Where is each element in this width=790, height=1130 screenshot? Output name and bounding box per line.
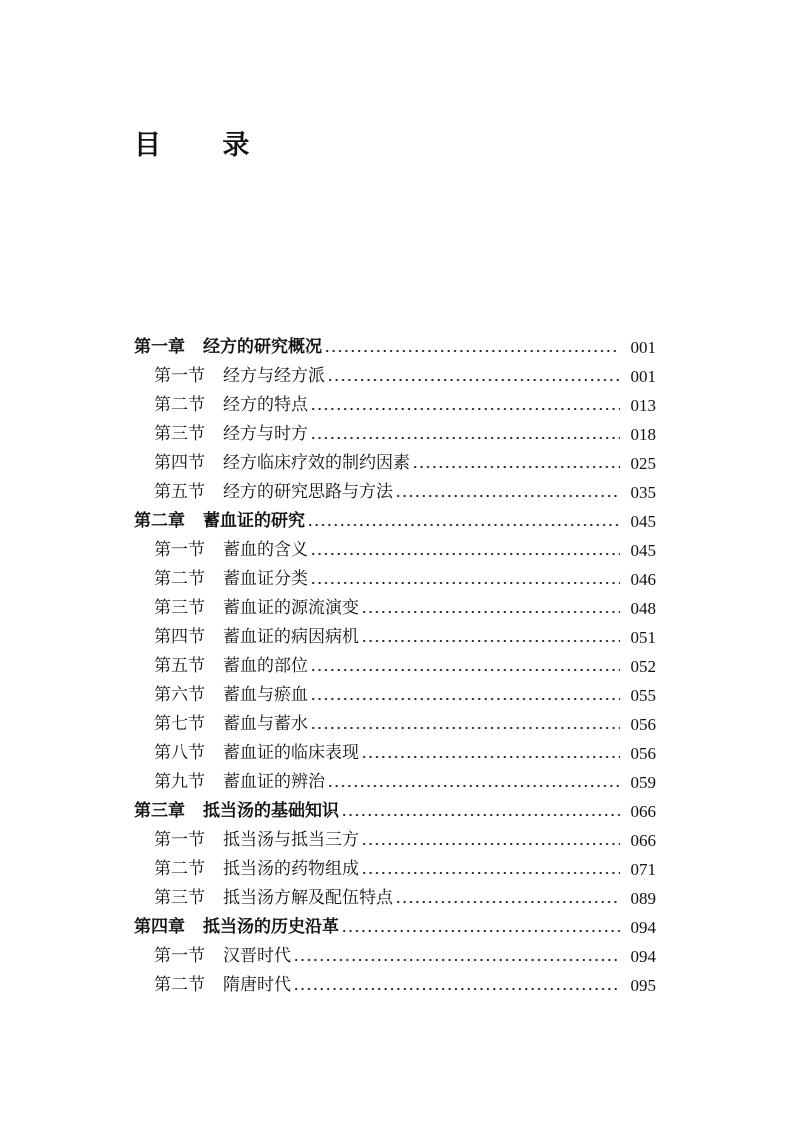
dot-leader [361, 826, 620, 855]
page-number: 025 [630, 454, 656, 473]
page-number: 035 [630, 483, 656, 502]
section-title: 经方的研究思路与方法 [223, 482, 393, 502]
chapter-title: 抵当汤的历史沿革 [203, 917, 339, 937]
toc-section-entry[interactable] [134, 565, 656, 594]
section-number: 第二节 [154, 395, 205, 415]
page-number: 094 [630, 918, 656, 937]
section-number: 第四节 [154, 453, 205, 473]
page-number: 066 [630, 831, 656, 850]
dot-leader [293, 942, 620, 971]
section-title: 蓄血与瘀血 [223, 685, 308, 705]
section-number: 第三节 [154, 424, 205, 444]
section-number: 第一节 [154, 946, 205, 966]
section-number: 第六节 [154, 685, 205, 705]
dot-leader [310, 565, 620, 594]
chapter-number: 第三章 [134, 801, 185, 821]
toc-section-entry[interactable] [134, 971, 656, 1000]
toc-section-entry[interactable] [134, 739, 656, 768]
section-title: 经方的特点 [223, 395, 308, 415]
section-title: 蓄血证分类 [223, 569, 308, 589]
page-number: 045 [630, 512, 656, 531]
toc-chapter-entry[interactable] [134, 913, 656, 942]
section-title: 蓄血证的临床表现 [223, 743, 359, 763]
section-title: 蓄血证的源流演变 [223, 598, 359, 618]
toc-section-entry[interactable] [134, 710, 656, 739]
page-number: 056 [630, 715, 656, 734]
section-title: 蓄血与蓄水 [223, 714, 308, 734]
section-number: 第五节 [154, 482, 205, 502]
chapter-title: 经方的研究概况 [203, 337, 322, 357]
toc-section-entry[interactable] [134, 391, 656, 420]
page-number: 089 [630, 889, 656, 908]
table-of-contents [134, 333, 656, 1000]
toc-section-entry[interactable] [134, 362, 656, 391]
dot-leader [293, 971, 620, 1000]
page-number: 059 [630, 773, 656, 792]
dot-leader [310, 536, 620, 565]
page-number: 046 [630, 570, 656, 589]
dot-leader [341, 913, 620, 942]
section-number: 第二节 [154, 569, 205, 589]
toc-section-entry[interactable] [134, 681, 656, 710]
toc-section-entry[interactable] [134, 826, 656, 855]
section-title: 抵当汤方解及配伍特点 [223, 888, 393, 908]
toc-section-entry[interactable] [134, 942, 656, 971]
section-title: 经方临床疗效的制约因素 [223, 453, 410, 473]
toc-section-entry[interactable] [134, 855, 656, 884]
section-number: 第一节 [154, 830, 205, 850]
page-number: 013 [630, 396, 656, 415]
page-number: 095 [630, 976, 656, 995]
section-number: 第二节 [154, 859, 205, 879]
dot-leader [310, 681, 620, 710]
section-number: 第二节 [154, 975, 205, 995]
dot-leader [361, 594, 620, 623]
toc-chapter-entry[interactable] [134, 507, 656, 536]
chapter-number: 第一章 [134, 337, 185, 357]
dot-leader [307, 507, 620, 536]
section-number: 第四节 [154, 627, 205, 647]
toc-chapter-entry[interactable] [134, 333, 656, 362]
page-number: 056 [630, 744, 656, 763]
section-number: 第三节 [154, 888, 205, 908]
page-number: 071 [630, 860, 656, 879]
page-number: 045 [630, 541, 656, 560]
dot-leader [327, 362, 620, 391]
section-title: 蓄血证的病因病机 [223, 627, 359, 647]
dot-leader [310, 652, 620, 681]
section-title: 抵当汤的药物组成 [223, 859, 359, 879]
dot-leader [327, 768, 620, 797]
chapter-title: 抵当汤的基础知识 [203, 801, 339, 821]
page-number: 066 [630, 802, 656, 821]
chapter-number: 第二章 [134, 511, 185, 531]
toc-chapter-entry[interactable] [134, 797, 656, 826]
dot-leader [324, 333, 620, 362]
toc-section-entry[interactable] [134, 449, 656, 478]
page-number: 055 [630, 686, 656, 705]
toc-section-entry[interactable] [134, 652, 656, 681]
section-number: 第五节 [154, 656, 205, 676]
section-number: 第八节 [154, 743, 205, 763]
dot-leader [395, 884, 620, 913]
page-number: 094 [630, 947, 656, 966]
dot-leader [361, 739, 620, 768]
section-title: 抵当汤与抵当三方 [223, 830, 359, 850]
chapter-number: 第四章 [134, 917, 185, 937]
page-number: 018 [630, 425, 656, 444]
toc-section-entry[interactable] [134, 623, 656, 652]
dot-leader [341, 797, 620, 826]
page-number: 001 [630, 338, 656, 357]
chapter-title: 蓄血证的研究 [203, 511, 305, 531]
section-title: 蓄血的部位 [223, 656, 308, 676]
section-title: 经方与时方 [223, 424, 308, 444]
toc-section-entry[interactable] [134, 536, 656, 565]
page-title: 目 录 [134, 130, 276, 161]
dot-leader [310, 420, 620, 449]
toc-section-entry[interactable] [134, 594, 656, 623]
section-title: 蓄血证的辨治 [223, 772, 325, 792]
section-title: 蓄血的含义 [223, 540, 308, 560]
dot-leader [395, 478, 620, 507]
toc-section-entry[interactable] [134, 768, 656, 797]
dot-leader [361, 855, 620, 884]
section-title: 经方与经方派 [223, 366, 325, 386]
dot-leader [310, 710, 620, 739]
section-title: 隋唐时代 [223, 975, 291, 995]
dot-leader [412, 449, 620, 478]
toc-section-entry[interactable] [134, 420, 656, 449]
section-number: 第三节 [154, 598, 205, 618]
page-number: 051 [630, 628, 656, 647]
section-number: 第九节 [154, 772, 205, 792]
page-number: 052 [630, 657, 656, 676]
section-number: 第一节 [154, 366, 205, 386]
section-title: 汉晋时代 [223, 946, 291, 966]
toc-section-entry[interactable] [134, 478, 656, 507]
section-number: 第一节 [154, 540, 205, 560]
page-number: 001 [630, 367, 656, 386]
toc-section-entry[interactable] [134, 884, 656, 913]
page-number: 048 [630, 599, 656, 618]
section-number: 第七节 [154, 714, 205, 734]
dot-leader [310, 391, 620, 420]
dot-leader [361, 623, 620, 652]
